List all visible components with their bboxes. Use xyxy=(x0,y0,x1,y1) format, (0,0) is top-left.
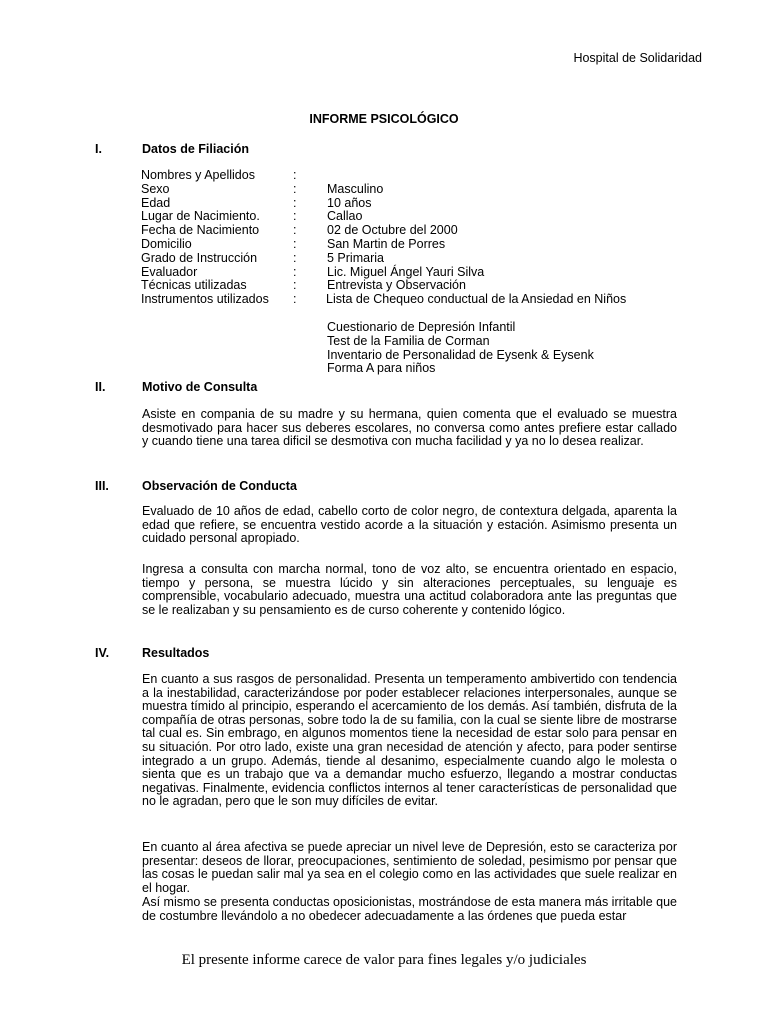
field-row-lugar-nacimiento xyxy=(141,210,626,224)
section-title-resultados: Resultados xyxy=(142,646,210,660)
field-row-tecnicas xyxy=(141,279,626,293)
field-colon: : xyxy=(293,168,297,182)
field-row-sexo xyxy=(141,183,626,197)
observacion-paragraph-1: Evaluado de 10 años de edad, cabello corto de color negro, de contextura delgada, aparenta la edad que refiere, se encuentra vestido acorde a la situación y estación. Asimismo presenta un cuidado personal apropiado. xyxy=(142,504,677,546)
section-title-observacion: Observación de Conducta xyxy=(142,479,297,493)
field-colon: : xyxy=(293,209,297,224)
field-value: San Martin de Porres xyxy=(327,236,446,251)
field-colon: : xyxy=(293,264,297,279)
field-colon: : xyxy=(293,181,297,196)
field-colon: : xyxy=(293,292,297,307)
instrumentos-list xyxy=(327,321,594,376)
section-number-4: IV. xyxy=(95,646,110,660)
field-row-grado-instruccion xyxy=(141,252,626,266)
observacion-paragraph-2: Ingresa a consulta con marcha normal, tono de voz alto, se encuentra orientado en espacio, tiempo y persona, se muestra lúcido y sin alteraciones perceptuales, su lenguaje es comprensible, vocabulario adecuado, muestra una actitud colaboradora ante las preguntas que se le realizaban y su pensamiento es de curso coherente y contenido lógico. xyxy=(142,562,677,617)
field-row-evaluador xyxy=(141,266,626,280)
instrumento-item: Forma A para niños xyxy=(327,361,436,376)
field-colon: : xyxy=(293,250,297,265)
field-label: Sexo xyxy=(141,181,170,196)
resultados-paragraph-1: En cuanto a sus rasgos de personalidad. Presenta un temperamento ambivertido con tendencia a la inestabilidad, caracterizándose por poder establecer relaciones interpersonales, aunque se muestra tímido al principio, esperando el acercamiento de los demás. Así también, disfruta de la compañía de otras personas, sobre todo la de su familia, con la cual se siente libre de mostrarse tal cual es. Sin embrago, en algunos momentos tiene la necesidad de estar solo para pensar en su situación. Por otro lado, existe una gran necesidad de atención y afecto, para poder sentirse integrado a un grupo. Además, tiende al desanimo, especialmente cuando algo le molesta o sienta que es un trabajo que va a demandar mucho esfuerzo, llegando a mostrar conductas negativas. Finalmente, evidencia conflictos internos al tener características de personalidad que no le agradan, pero que le son muy difíciles de evitar. xyxy=(142,672,678,809)
field-label: Fecha de Nacimiento xyxy=(141,223,260,238)
filiacion-fields xyxy=(141,169,626,307)
field-colon: : xyxy=(293,278,297,293)
field-colon: : xyxy=(293,195,297,210)
section-number-2: II. xyxy=(95,380,106,394)
field-value: Masculino xyxy=(327,181,384,196)
field-label: Instrumentos utilizados xyxy=(141,292,269,307)
field-label: Nombres y Apellidos xyxy=(141,168,255,182)
field-value: Callao xyxy=(327,209,363,224)
section-number-3: III. xyxy=(95,479,109,493)
instrumento-item: Inventario de Personalidad de Eysenk & Eysenk xyxy=(327,347,594,362)
legal-disclaimer: El presente informe carece de valor para fines legales y/o judiciales xyxy=(181,952,587,968)
field-label: Grado de Instrucción xyxy=(141,250,258,265)
instrumento-item: Cuestionario de Depresión Infantil xyxy=(327,320,516,334)
field-row-edad xyxy=(141,197,626,211)
field-label: Edad xyxy=(141,195,171,210)
field-colon: : xyxy=(293,236,297,251)
field-label: Domicilio xyxy=(141,236,192,251)
instrumento-item: Test de la Familia de Corman xyxy=(327,333,490,348)
field-label: Lugar de Nacimiento. xyxy=(141,209,260,224)
hospital-name: Hospital de Solidaridad xyxy=(573,51,702,65)
document-title: INFORME PSICOLÓGICO xyxy=(309,112,459,126)
section-title-motivo-consulta: Motivo de Consulta xyxy=(142,380,258,394)
field-value: 02 de Octubre del 2000 xyxy=(327,223,458,238)
field-row-nombres xyxy=(141,169,626,183)
resultados-paragraph-2: En cuanto al área afectiva se puede apreciar un nivel leve de Depresión, esto se caracteriza por presentar: deseos de llorar, preocupaciones, sentimiento de soledad, pesimismo por pensar que las cosas le puedan salir mal ya sea en el colegio como en las actividades que suele realizar en el hogar. xyxy=(142,840,677,895)
field-value: 5 Primaria xyxy=(327,250,384,265)
field-value: 10 años xyxy=(327,195,372,210)
field-label: Evaluador xyxy=(141,264,198,279)
field-row-fecha-nacimiento xyxy=(141,224,626,238)
field-colon: : xyxy=(293,223,297,238)
field-row-instrumentos xyxy=(141,293,626,307)
field-label: Técnicas utilizadas xyxy=(141,278,247,293)
field-value: Lista de Chequeo conductual de la Ansiedad en Niños xyxy=(326,292,627,307)
motivo-paragraph: Asiste en compania de su madre y su hermana, quien comenta que el evaluado se muestra desmotivado para hacer sus deberes escolares, no conversa como antes prefiere estar callado y cuando tiene una tarea dificil se desmotiva con mucha facilidad y ya no lo desea realizar. xyxy=(142,407,677,449)
section-title-datos-filiacion: Datos de Filiación xyxy=(142,142,249,156)
field-value: Entrevista y Observación xyxy=(327,278,466,293)
field-value: Lic. Miguel Ángel Yauri Silva xyxy=(327,264,485,279)
section-number-1: I. xyxy=(95,142,102,156)
field-row-domicilio xyxy=(141,238,626,252)
resultados-paragraph-3: Así mismo se presenta conductas oposicionistas, mostrándose de esta manera más irritable que de costumbre llevándolo a no obedecer adecuadamente a las órdenes que pueda estar xyxy=(142,895,677,923)
